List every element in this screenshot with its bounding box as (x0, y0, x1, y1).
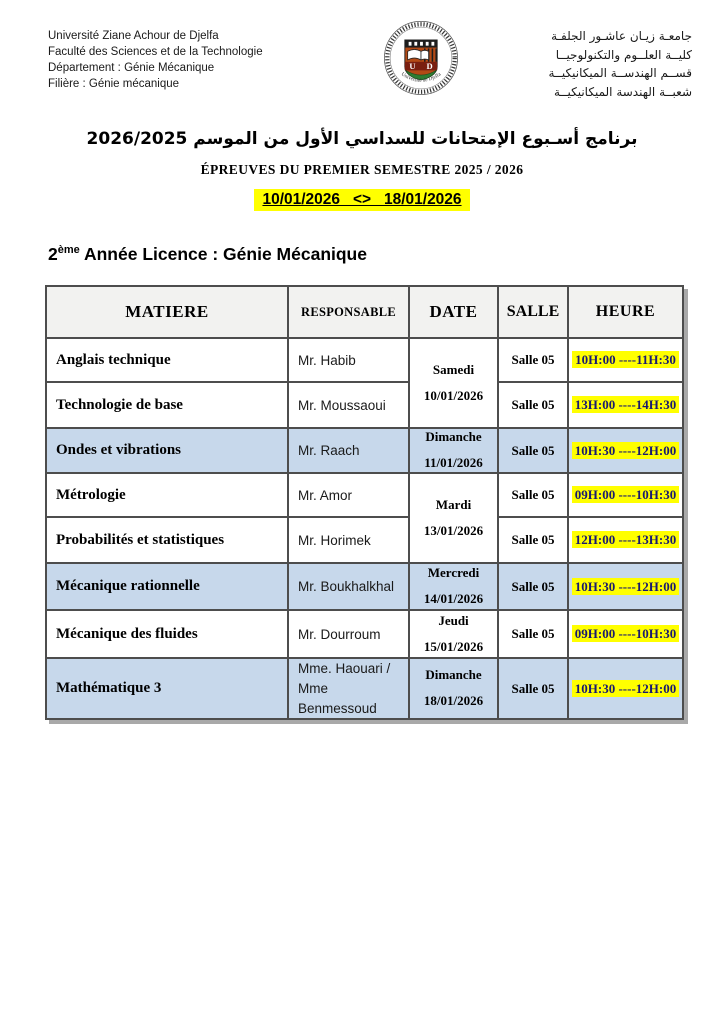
exam-schedule-table (45, 285, 684, 720)
time-cell (568, 563, 683, 610)
teacher-cell: Mr. Habib (288, 338, 409, 382)
date-day: Dimanche (425, 429, 482, 445)
faculty-name-fr: Faculté des Sciences et de la Technologie (48, 46, 263, 59)
seal-banner-text: Université de Djelfa (399, 71, 442, 84)
date-day: Jeudi (438, 612, 469, 628)
column-header-date: DATE (409, 286, 498, 338)
section-heading-text: Année Licence : Génie Mécanique (79, 244, 367, 265)
department-name-fr: Département : Génie Mécanique (48, 62, 215, 75)
date-cell (409, 473, 498, 563)
teacher-cell (288, 658, 409, 719)
date-day: Mercredi (427, 565, 480, 581)
document-title-arabic: برنامج أسـبوع الإمتحانات للسداسي الأول من الموسم 2026/2025 (86, 129, 638, 150)
filiere-name-fr: Filière : Génie mécanique (48, 78, 180, 91)
section-year-number: 2 (48, 244, 58, 265)
institution-french-block (48, 26, 263, 92)
time-cell (568, 473, 683, 517)
date-value: 15/01/2026 (423, 638, 484, 654)
table-row (46, 658, 683, 719)
time-highlight: 10H:30 ----12H:00 (572, 442, 679, 459)
time-highlight: 12H:00 ----13H:30 (572, 531, 679, 548)
time-cell (568, 610, 683, 658)
teacher-cell: Mr. Dourroum (288, 610, 409, 658)
subject-cell: Probabilités et statistiques (46, 517, 288, 563)
teacher-cell: Mr. Moussaoui (288, 382, 409, 428)
time-cell (568, 338, 683, 382)
letterhead (0, 0, 724, 101)
time-highlight: 10H:00 ----11H:30 (572, 351, 679, 368)
table-row (46, 338, 683, 382)
university-name-ar: جامعـة زيـان عاشـور الجلفـة (551, 29, 692, 43)
date-day: Samedi (432, 361, 475, 377)
table-row (46, 610, 683, 658)
seal-letter-d: D (425, 60, 433, 71)
date-value: 14/01/2026 (423, 591, 484, 607)
university-seal-icon (383, 20, 459, 96)
time-highlight: 10H:30 ----12H:00 (572, 578, 679, 595)
teacher-cell: Mr. Boukhalkhal (288, 563, 409, 610)
date-value: 13/01/2026 (423, 522, 484, 538)
room-cell: Salle 05 (498, 428, 568, 473)
filiere-name-ar: شعبــة الهندسة الميكانيكيــة (554, 84, 692, 99)
table-row (46, 473, 683, 517)
teacher-name-line2: Mme Benmessoud (298, 680, 377, 716)
seal-shield (404, 40, 436, 80)
date-value: 10/01/2026 (423, 387, 484, 403)
exam-period (0, 189, 724, 211)
date-value: 18/01/2026 (423, 693, 484, 709)
room-cell: Salle 05 (498, 517, 568, 563)
time-cell (568, 428, 683, 473)
room-cell: Salle 05 (498, 563, 568, 610)
date-value: 11/01/2026 (424, 455, 483, 471)
subject-cell: Technologie de base (46, 382, 288, 428)
time-highlight: 13H:00 ----14H:30 (572, 396, 679, 413)
time-highlight: 10H:30 ----12H:00 (572, 680, 679, 697)
faculty-name-ar: كليــة العلــوم والتكنولوجيــا (555, 47, 692, 62)
date-day: Dimanche (425, 667, 482, 683)
column-header-salle: SALLE (498, 286, 568, 338)
department-name-ar: قســم الهندســة الميكانيكيــة (548, 66, 692, 81)
institution-arabic-block (548, 26, 692, 101)
table-row (46, 382, 683, 428)
date-cell (409, 610, 498, 658)
teacher-name-line1: Mme. Haouari / (298, 661, 391, 677)
section-year-suffix: ème (57, 244, 80, 257)
date-cell (409, 658, 498, 719)
date-cell (409, 338, 498, 428)
column-header-heure: HEURE (568, 286, 683, 338)
document-title-french: ÉPREUVES DU PREMIER SEMESTRE 2025 / 2026 (200, 162, 524, 178)
university-name-fr: Université Ziane Achour de Djelfa (48, 30, 219, 42)
subject-cell: Ondes et vibrations (46, 428, 288, 473)
date-cell (409, 563, 498, 610)
exam-period-dates: 10/01/2026 <> 18/01/2026 (254, 189, 469, 211)
time-cell (568, 658, 683, 719)
teacher-cell: Mr. Amor (288, 473, 409, 517)
subject-cell: Mathématique 3 (46, 658, 288, 719)
seal-letter-u: U (408, 60, 416, 71)
room-cell: Salle 05 (498, 338, 568, 382)
subject-cell: Métrologie (46, 473, 288, 517)
column-header-responsable: RESPONSABLE (288, 286, 409, 338)
time-cell (568, 382, 683, 428)
subject-cell: Mécanique des fluides (46, 610, 288, 658)
table-row (46, 428, 683, 473)
date-day: Mardi (435, 496, 472, 512)
table-header-row (46, 286, 683, 338)
room-cell: Salle 05 (498, 382, 568, 428)
subject-cell: Anglais technique (46, 338, 288, 382)
time-highlight: 09H:00 ----10H:30 (572, 486, 679, 503)
teacher-cell: Mr. Horimek (288, 517, 409, 563)
room-cell: Salle 05 (498, 473, 568, 517)
room-cell: Salle 05 (498, 658, 568, 719)
subject-cell: Mécanique rationnelle (46, 563, 288, 610)
time-cell (568, 517, 683, 563)
date-cell (409, 428, 498, 473)
column-header-matiere: MATIERE (46, 286, 288, 338)
university-logo (383, 20, 459, 96)
section-heading (48, 244, 724, 265)
room-cell: Salle 05 (498, 610, 568, 658)
table-row (46, 517, 683, 563)
table-row (46, 563, 683, 610)
time-highlight: 09H:00 ----10H:30 (572, 625, 679, 642)
teacher-cell: Mr. Raach (288, 428, 409, 473)
